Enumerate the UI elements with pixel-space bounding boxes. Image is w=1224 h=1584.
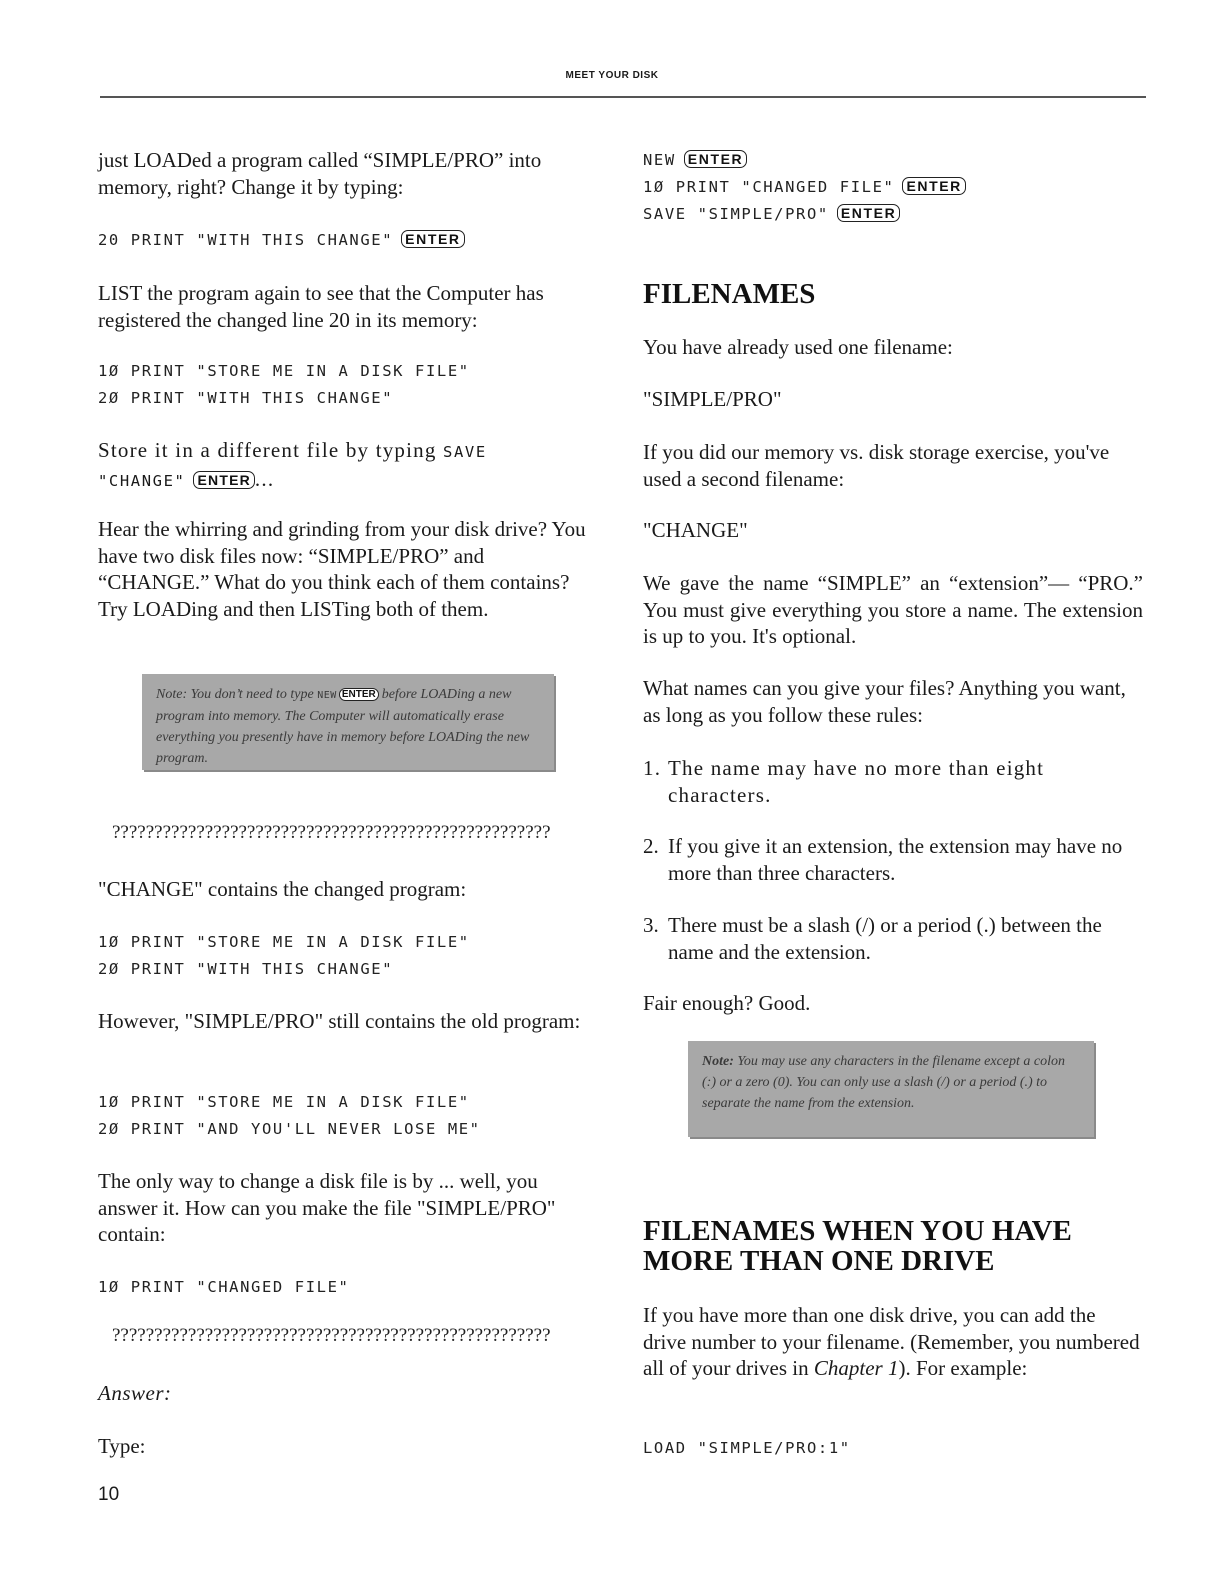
p8-text-a: If you have more than one disk drive, you can add the drive number to your filename. (Remember, you numbered all of your drives in — [643, 1303, 1140, 1380]
rule-item-2 — [643, 833, 1143, 886]
code-listing-3 — [98, 1089, 481, 1143]
left-paragraph-7: The only way to change a disk file is by ... well, you answer it. How can you make the file "SIMPLE/PRO" contain: — [98, 1169, 556, 1246]
heading-line-1: FILENAMES WHEN YOU HAVE — [643, 1215, 1072, 1247]
note-text-before: Note: You don’t need to type — [156, 687, 314, 702]
note-text-after: before LOADing a new program into memory. The Computer will automatically erase everything you presently have in memory before LOADing the new program. — [156, 687, 530, 766]
code-line-20-change — [98, 227, 465, 254]
note-code-new: NEW — [317, 690, 337, 701]
p3-code-change: "CHANGE" — [98, 471, 186, 490]
left-paragraph-1: just LOADed a program called “SIMPLE/PRO” into memory, right? Change it by typing: — [98, 148, 542, 199]
left-paragraph-3 — [98, 437, 598, 494]
p8-text-b: ). For example: — [898, 1356, 1028, 1380]
right-paragraph-1: You have already used one filename: — [643, 335, 953, 359]
code-line — [643, 174, 966, 201]
heading-multi-drive — [643, 1216, 1163, 1276]
right-paragraph-8 — [643, 1302, 1143, 1382]
page-number: 10 — [98, 1484, 120, 1505]
code-listing-new-save — [643, 147, 966, 228]
left-paragraph-4: Hear the whirring and grinding from your disk drive? You have two disk files now: “SIMPLE/PRO” and “CHANGE.” What do you think each of them contains? Try LOADing and then LISTing both of them. — [98, 517, 586, 621]
enter-key-icon: ENTER — [339, 688, 379, 701]
right-paragraph-6: What names can you give your files? Anything you want, as long as you follow these rules: — [643, 676, 1126, 727]
rule-number: 2. — [643, 834, 659, 858]
enter-key-icon: ENTER — [193, 471, 254, 489]
running-title: MEET YOUR DISK — [565, 70, 659, 81]
code-line — [643, 147, 966, 174]
code-line: 2Ø PRINT "WITH THIS CHANGE" — [98, 389, 394, 407]
p3-text: Store it in a different file by typing — [98, 438, 437, 462]
right-paragraph-2: "SIMPLE/PRO" — [643, 387, 782, 411]
right-paragraph-3: If you did our memory vs. disk storage exercise, you've used a second filename: — [643, 440, 1110, 491]
note-box-1 — [142, 674, 554, 770]
code-text: 20 PRINT "WITH THIS CHANGE" — [98, 231, 394, 249]
rule-item-3 — [643, 912, 1143, 965]
code-load-drive: LOAD "SIMPLE/PRO:1" — [643, 1439, 851, 1457]
right-paragraph-4: "CHANGE" — [643, 518, 748, 542]
enter-key-icon: ENTER — [902, 177, 965, 195]
rule-text: If you give it an extension, the extension may have no more than three characters. — [668, 834, 1123, 885]
left-paragraph-6: However, "SIMPLE/PRO" still contains the old program: — [98, 1009, 581, 1033]
type-label: Type: — [98, 1434, 146, 1458]
code-text: 1Ø PRINT "CHANGED FILE" — [643, 178, 895, 196]
code-text: NEW — [643, 151, 676, 169]
code-line: 2Ø PRINT "AND YOU'LL NEVER LOSE ME" — [98, 1120, 481, 1138]
left-paragraph-5: "CHANGE" contains the changed program: — [98, 877, 467, 901]
code-text: SAVE "SIMPLE/PRO" — [643, 205, 829, 223]
code-line: 1Ø PRINT "STORE ME IN A DISK FILE" — [98, 933, 470, 951]
code-line: 1Ø PRINT "STORE ME IN A DISK FILE" — [98, 1093, 470, 1111]
right-paragraph-7: Fair enough? Good. — [643, 991, 811, 1015]
rule-item-1 — [643, 755, 1143, 808]
chapter-reference: Chapter 1 — [813, 1356, 899, 1380]
code-line: 2Ø PRINT "WITH THIS CHANGE" — [98, 960, 394, 978]
code-line: 1Ø PRINT "STORE ME IN A DISK FILE" — [98, 362, 470, 380]
note-box-2 — [688, 1041, 1094, 1137]
answer-label: Answer: — [98, 1381, 172, 1405]
rule-text: The name may have no more than eight characters. — [668, 756, 1045, 807]
code-line — [643, 201, 966, 228]
p3-ellipsis: ... — [254, 466, 275, 491]
p3-code-save: SAVE — [443, 443, 487, 461]
note-label: Note: — [702, 1054, 734, 1069]
note-text: You may use any characters in the filename except a colon (:) or a zero (0). You can only use a slash (/) or a period (.) to separate the name from the extension. — [702, 1054, 1066, 1111]
enter-key-icon: ENTER — [401, 230, 464, 248]
right-paragraph-5: We gave the name “SIMPLE” an “extension”— “PRO.” You must give everything you store a name. The extension is up to you. It's optional. — [643, 571, 1143, 648]
header-rule — [100, 96, 1146, 98]
rule-number: 3. — [643, 913, 659, 937]
question-marks-divider-2: ???????????????????????????????????????????????????? — [112, 1325, 551, 1346]
enter-key-icon: ENTER — [837, 204, 900, 222]
heading-filenames: FILENAMES — [643, 278, 816, 310]
left-paragraph-2: LIST the program again to see that the Computer has registered the changed line 20 in its memory: — [98, 281, 544, 332]
question-marks-divider-1: ???????????????????????????????????????????????????? — [112, 822, 551, 843]
code-listing-2 — [98, 929, 470, 983]
enter-key-icon: ENTER — [684, 150, 747, 168]
rule-text: There must be a slash (/) or a period (.) between the name and the extension. — [668, 913, 1102, 964]
heading-line-2: MORE THAN ONE DRIVE — [643, 1245, 995, 1277]
code-line-changed-file: 1Ø PRINT "CHANGED FILE" — [98, 1278, 350, 1296]
rule-number: 1. — [643, 756, 662, 780]
code-listing-1 — [98, 358, 470, 412]
